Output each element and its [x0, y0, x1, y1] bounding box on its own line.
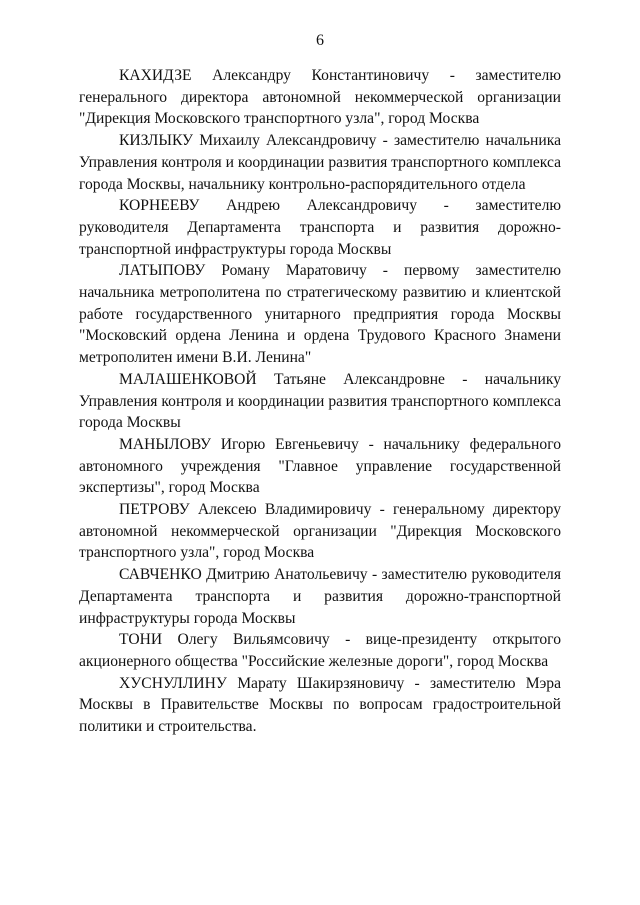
list-item: КОРНЕЕВУ Андрею Александровичу - заместителю руководителя Департамента транспорта и развития дорожно-транспортной инфраструктуры города Москвы	[79, 197, 561, 258]
page-number: 6	[316, 32, 324, 49]
list-item: ХУСНУЛЛИНУ Марату Шакирзяновичу - заместителю Мэра Москвы в Правительстве Москвы по вопросам градостроительной политики и строительства.	[79, 674, 561, 736]
list-item: МАНЫЛОВУ Игорю Евгеньевичу - начальнику федерального автономного учреждения "Главное управление государственной экспертизы", город Москва	[79, 435, 561, 497]
list-item: МАЛАШЕНКОВОЙ Татьяне Александровне - начальнику Управления контроля и координации развития транспортного комплекса города Москвы	[79, 370, 561, 432]
list-item: КАХИДЗЕ Александру Константиновичу - заместителю генерального директора автономной некоммерческой организации "Дирекция Московского транспортного узла", город Москва	[79, 67, 561, 128]
list-item: КИЗЛЫКУ Михаилу Александровичу - заместителю начальника Управления контроля и координации развития транспортного комплекса города Москвы, начальнику контрольно-распорядительного отдела	[79, 132, 561, 193]
list-item: ТОНИ Олегу Вильямсовичу - вице-президенту открытого акционерного общества "Российские железные дороги", город Москва	[79, 631, 561, 670]
list-item: САВЧЕНКО Дмитрию Анатольевичу - заместителю руководителя Департамента транспорта и развития дорожно-транспортной инфраструктуры города Москвы	[79, 566, 561, 627]
list-item: ЛАТЫПОВУ Роману Маратовичу - первому заместителю начальника метрополитена по стратегическому развитию и клиентской работе государственного унитарного предприятия города Москвы "Московский ордена Ленина и ордена Трудового Красного Знамени метрополитен имени В.И. Ленина"	[79, 262, 561, 367]
list-item: ПЕТРОВУ Алексею Владимировичу - генеральному директору автономной некоммерческой организации "Дирекция Московского транспортного узла", город Москва	[79, 501, 561, 562]
award-list	[79, 65, 561, 738]
